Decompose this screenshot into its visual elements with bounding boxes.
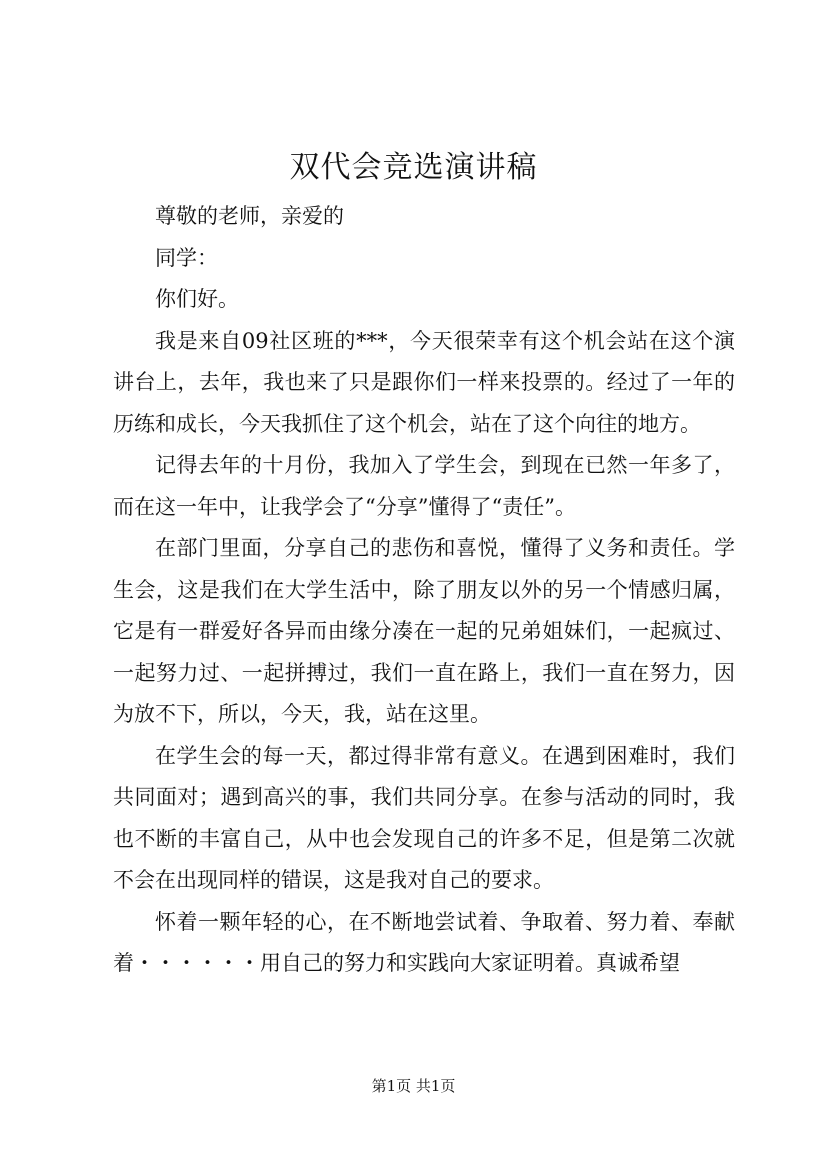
- paragraph-salutation-2: 同学：: [155, 245, 218, 270]
- paragraph-salutation-1: 尊敬的老师，亲爱的: [155, 204, 344, 228]
- document-title: 双代会竞选演讲稿: [289, 150, 538, 185]
- paragraph-young-heart: 怀着一颗年轻的心，在不断地尝试着、争取着、努力着、奉献着・・・・・・用自己的努力和实践向大家证明着。真诚希望: [113, 909, 735, 975]
- paragraph-joined: 记得去年的十月份，我加入了学生会，到现在已然一年多了，而在这一年中，让我学会了“分享”懂得了“责任”。: [113, 453, 735, 519]
- paragraph-every-day: 在学生会的每一天，都过得非常有意义。在遇到困难时，我们共同面对；遇到高兴的事，我们共同分享。在参与活动的同时，我也不断的丰富自己，从中也会发现自己的许多不足，但是第二次就不会在出现同样的错误，这是我对自己的要求。: [113, 743, 735, 892]
- paragraph-intro: 我是来自09社区班的***，今天很荣幸有这个机会站在这个演讲台上，去年，我也来了只是跟你们一样来投票的。经过了一年的历练和成长，今天我抓住了这个机会，站在了这个向往的地方。: [113, 328, 735, 436]
- page-footer: 第1页 共1页: [371, 1077, 456, 1095]
- document-body: [113, 196, 735, 985]
- paragraph-greeting: 你们好。: [155, 287, 239, 311]
- paragraph-department: 在部门里面，分享自己的悲伤和喜悦，懂得了义务和责任。学生会，这是我们在大学生活中，除了朋友以外的另一个情感归属，它是有一群爱好各异而由缘分凑在一起的兄弟姐妹们，一起疯过、一起努力过、一起拼搏过，我们一直在路上，我们一直在努力，因为放不下，所以，今天，我，站在这里。: [113, 536, 735, 726]
